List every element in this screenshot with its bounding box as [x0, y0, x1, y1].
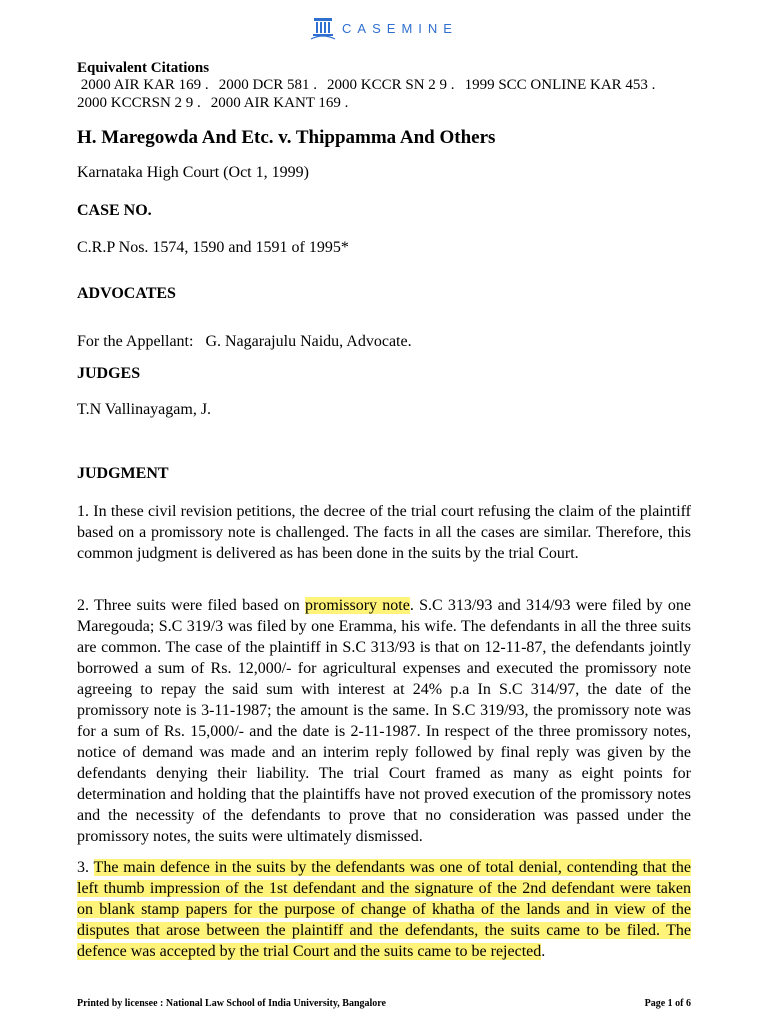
judgment-paragraph-3	[77, 857, 691, 962]
case-title: H. Maregowda And Etc. v. Thippamma And Others	[77, 127, 496, 148]
pillar-logo-icon	[310, 16, 336, 40]
footer-licensee: Printed by licensee : National Law School of India University, Bangalore	[77, 998, 386, 1009]
advocate-name: G. Nagarajulu Naidu, Advocate.	[205, 333, 412, 350]
paragraph-text: .	[541, 943, 546, 960]
citation-item: 2000 KCCR SN 2 9 .	[327, 77, 455, 93]
judges-heading: JUDGES	[77, 365, 141, 382]
court-and-date: Karnataka High Court (Oct 1, 1999)	[77, 164, 309, 181]
judgment-paragraph-1: 1. In these civil revision petitions, the decree of the trial court refusing the claim of the plaintiff based on a promissory note is challenged. The facts in all the cases are similar. Therefore, this common judgment is delivered as has been done in the suits by the trial Court.	[77, 503, 691, 562]
judgment-heading: JUDGMENT	[77, 465, 169, 482]
citations-label: Equivalent Citations	[77, 60, 210, 76]
highlighted-text: promissory note	[305, 597, 410, 614]
paragraph-text: 2. Three suits were filed based on	[77, 597, 306, 614]
paragraph-text: . S.C 313/93 and 314/93 were filed by one Maregouda; S.C 319/3 was filed by one Eramma, his wife. The defendants in all the three suits are common. The case of the plaintiff in S.C 313/93 is that on 12-11-87, the defendants jointly borrowed a sum of Rs. 12,000/- for agricultural expenses and executed the promissory note agreeing to repay the said sum with interest at 24% p.a In S.C 314/97, the date of the promissory note is 3-11-1987; the amount is the same. In S.C 319/93, the promissory note was for a sum of Rs. 15,000/- and the date is 2-11-1987. In respect of the three promissory notes, notice of demand was made and an interim reply followed by final reply was given by the defendants denying their liability. The trial Court framed as many as eight points for determination and holding that the plaintiffs have not proved execution of the promissory notes and the necessity of the defendants to prove that no consideration was passed under the promissory notes, the suits were ultimately dismissed.	[77, 597, 691, 845]
citation-item: 1999 SCC ONLINE KAR 453 .	[464, 77, 656, 93]
logo-text: CASEMINE	[342, 20, 458, 36]
paragraph-text: 3.	[77, 859, 94, 876]
advocate-line	[77, 333, 691, 351]
citations-list	[77, 76, 691, 112]
judgment-paragraph-2	[77, 595, 691, 847]
citation-item: 2000 KCCRSN 2 9 .	[77, 95, 201, 111]
advocates-heading: ADVOCATES	[77, 285, 176, 302]
case-no-value: C.R.P Nos. 1574, 1590 and 1591 of 1995*	[77, 239, 349, 256]
citation-item: 2000 AIR KANT 169 .	[210, 95, 349, 111]
judge-name: T.N Vallinayagam, J.	[77, 401, 212, 418]
casemine-logo	[0, 16, 768, 44]
footer-page-number: Page 1 of 6	[644, 998, 691, 1009]
case-no-heading: CASE NO.	[77, 202, 152, 219]
advocate-label: For the Appellant:	[77, 333, 194, 350]
citation-item: 2000 DCR 581 .	[218, 77, 318, 93]
highlighted-text: The main defence in the suits by the defendants was one of total denial, contending that the left thumb impression of the 1st defendant and the signature of the 2nd defendant were taken on blank stamp papers for the purpose of change of khatha of the lands and in view of the disputes that arose between the plaintiff and the defendants, the suits came to be filed. The defence was accepted by the trial Court and the suits came to be rejected	[77, 859, 692, 960]
citation-item: 2000 AIR KAR 169 .	[80, 77, 209, 93]
